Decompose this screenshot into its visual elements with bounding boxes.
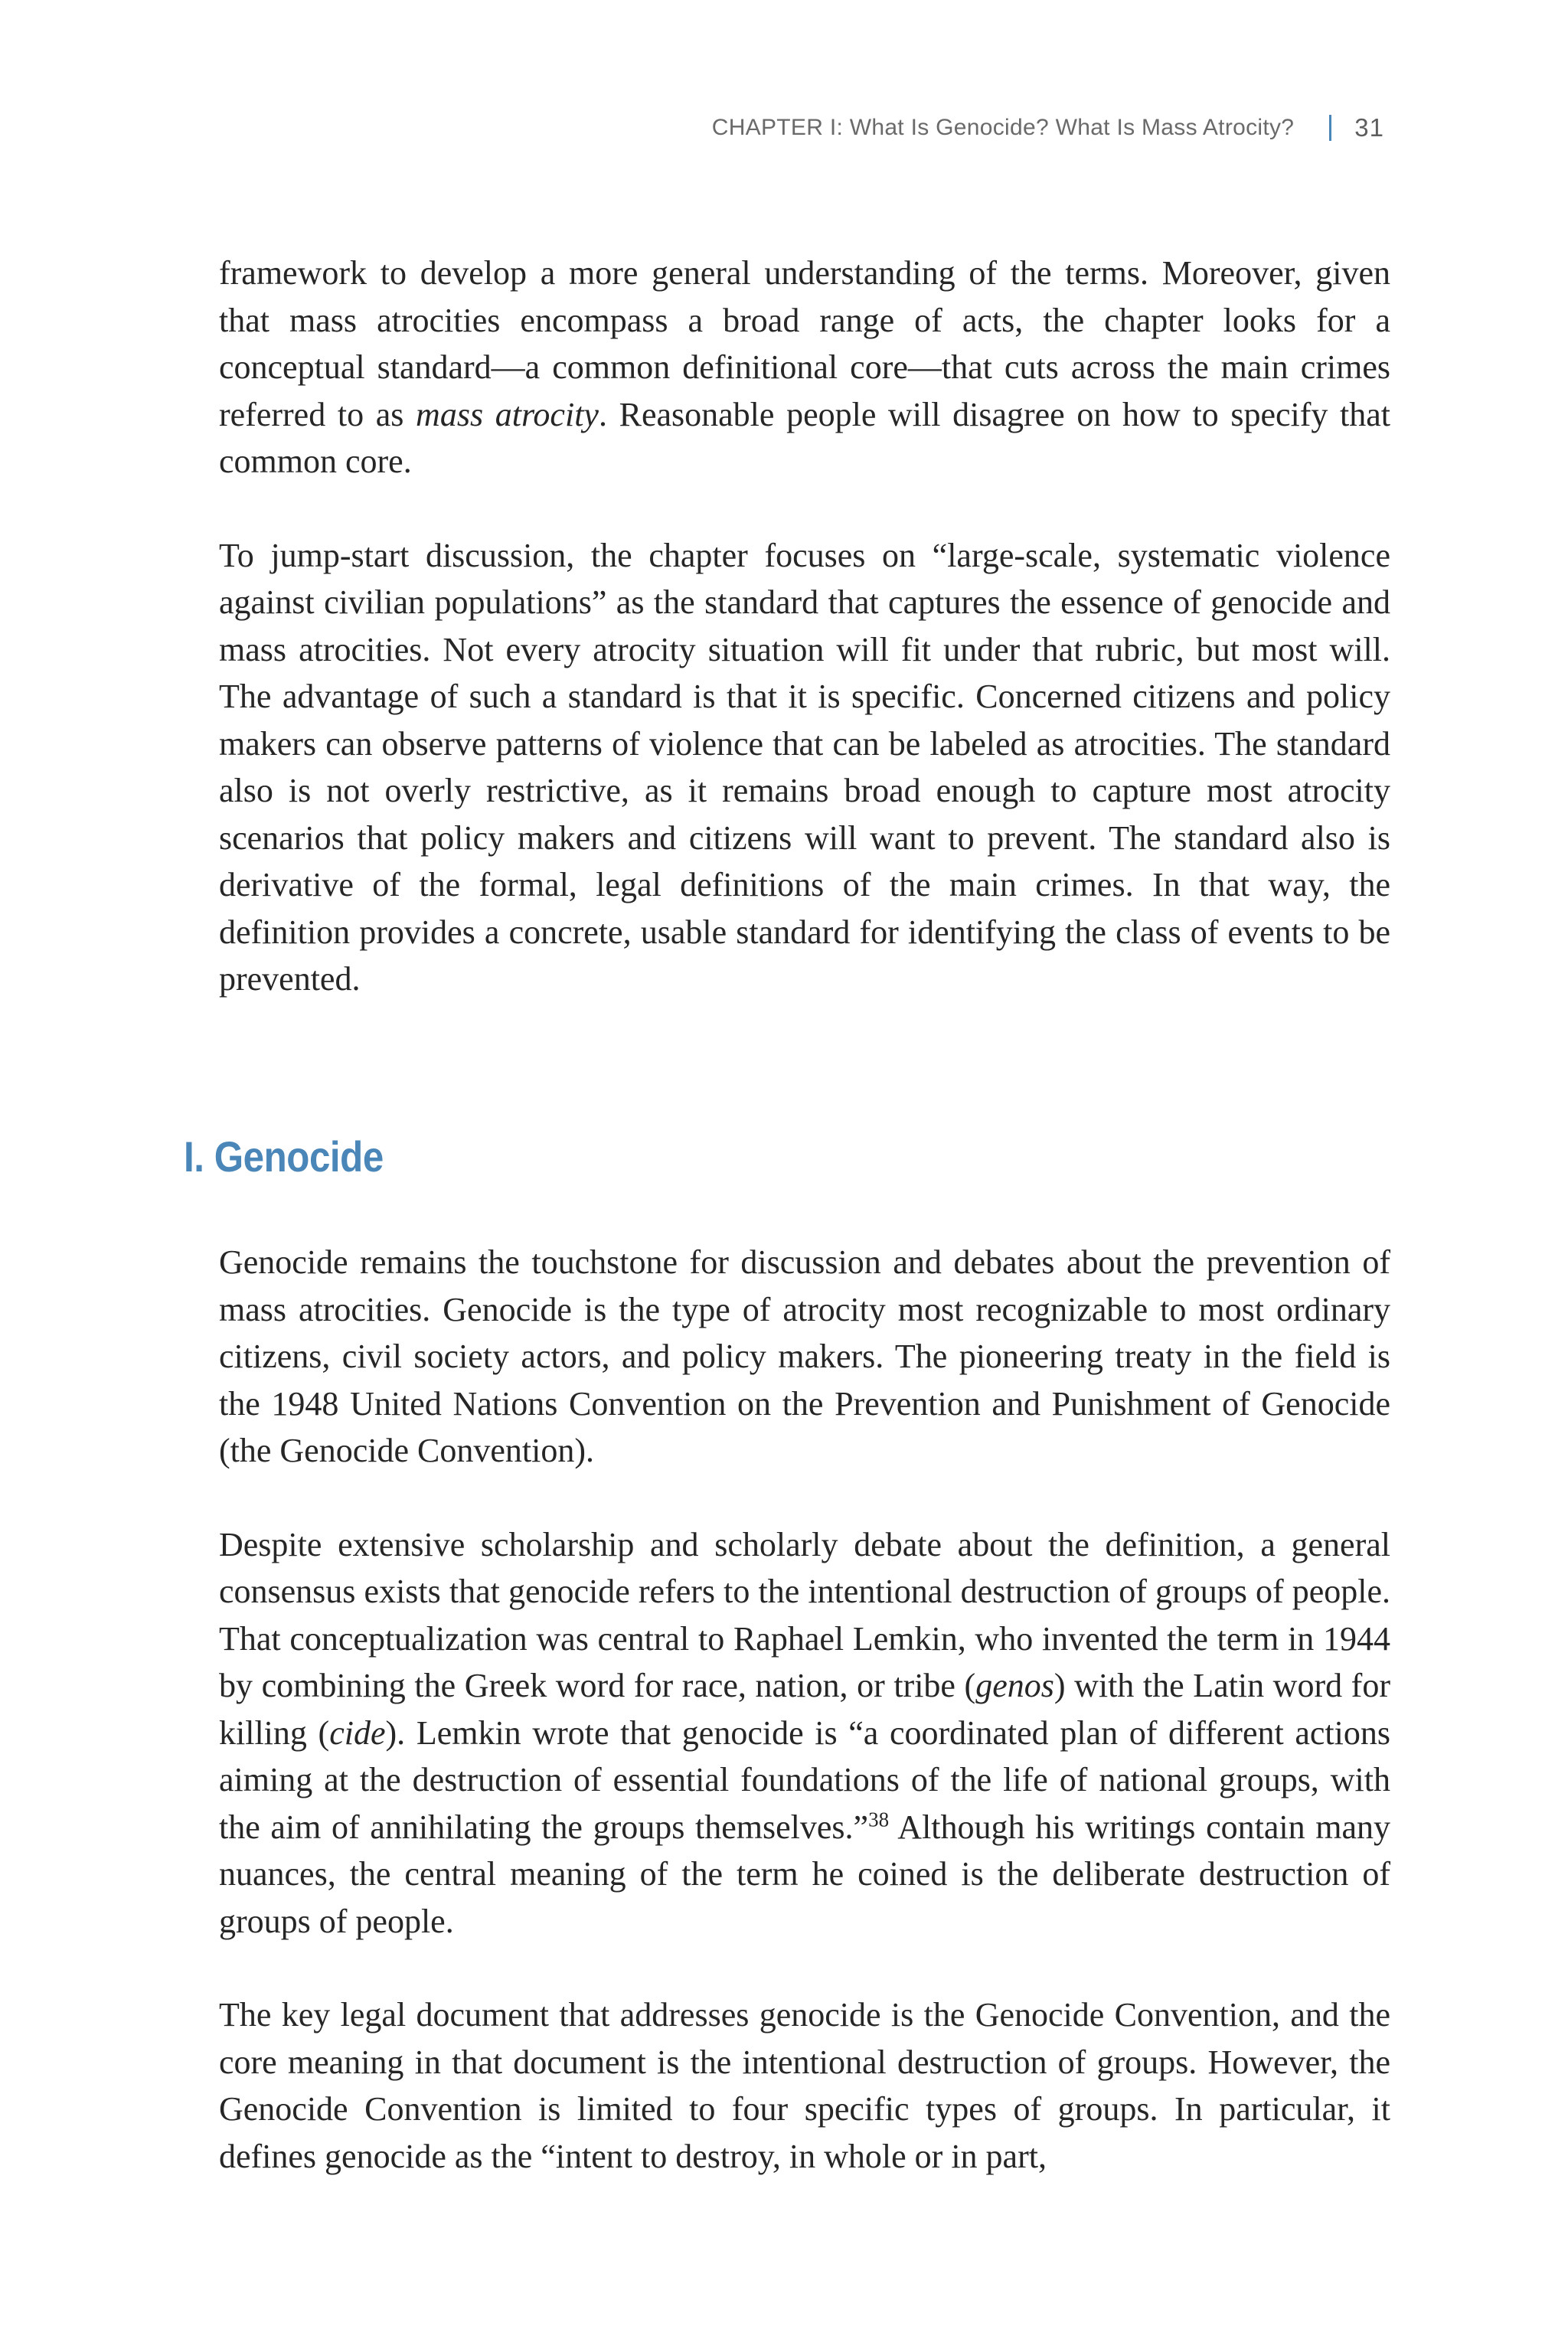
paragraph-touchstone: Genocide remains the touchstone for discussion and debates about the prevention of mass atrocities. Genocide is the type of atrocity most recognizable to most ordinary citizens, civil society actors, and policy makers. The pioneering treaty in the field is the 1948 United Nations Convention on the Prevention and Punishment of Genocide (the Genocide Convention). [219,1243,1390,1469]
paragraph-legal-document: The key legal document that addresses genocide is the Genocide Convention, and the core meaning in that document is the intentional destruction of groups. However, the Genocide Convention is limited to four specific types of groups. In particular, it defines genocide as the “intent to destroy, in whole or in part, [219,1996,1390,2175]
paragraph-jump-start: To jump-start discussion, the chapter focuses on “large-scale, systematic violence against civilian populations” as the standard that captures the essence of genocide and mass atrocities. Not every atrocity situation will fit under that rubric, but most will. The advantage of such a standard is that it is specific. Concerned citizens and policy makers can observe patterns of violence that can be labeled as atrocities. The standard also is not overly restrictive, as it remains broad enough to capture most atrocity scenarios that policy makers and citizens will want to prevent. The standard also is derivative of the formal, legal definitions of the main crimes. In that way, the definition provides a concrete, usable standard for identifying the class of events to be prevented. [219,536,1390,998]
paragraph-text: framework to develop a more general understanding of the terms. Moreover, given that mass atrocities encompass a broad range of acts, the chapter looks for a conceptual standard—a common definitional core—that cuts across the main crimes referred to as [219,254,1390,433]
header-divider [1329,115,1331,141]
genocide-text-block [219,1239,1390,2180]
running-header [712,113,1384,142]
paragraph-text: . Reasonable people will disagree on how to specify that common core. [219,395,1391,480]
emphasis-term: cide [329,1713,386,1752]
section-heading: I. Genocide [184,1132,384,1181]
paragraph-lemkin [219,1521,1390,1945]
chapter-title: CHAPTER I: What Is Genocide? What Is Mass Atrocity? [711,115,1295,140]
footnote-marker[interactable]: 38 [868,1807,890,1831]
paragraph-text: Although his writings contain many nuances, the central meaning of the term he coined is the deliberate destruction of groups of people. [219,1808,1390,1940]
paragraph-text: ) with the Latin word for killing ( [219,1667,1390,1752]
paragraph-text: Despite extensive scholarship and scholarly debate about the definition, a general consensus exists that genocide refers to the intentional destruction of groups of people. That conceptualization was central to Raphael Lemkin, who invented the term in 1944 by combining the Greek word for race, nation, or tribe ( [219,1525,1390,1704]
emphasis-term: mass atrocity [416,395,599,433]
emphasis-term: genos [975,1667,1054,1704]
paragraph-framework [219,250,1390,485]
intro-text-block [219,250,1390,1003]
page-number: 31 [1354,113,1384,142]
paragraph-text: ). Lemkin wrote that genocide is “a coordinated plan of different actions aiming at the destruction of essential foundations of the life of national groups, with the aim of annihilating the groups themselves.” [219,1713,1390,1846]
